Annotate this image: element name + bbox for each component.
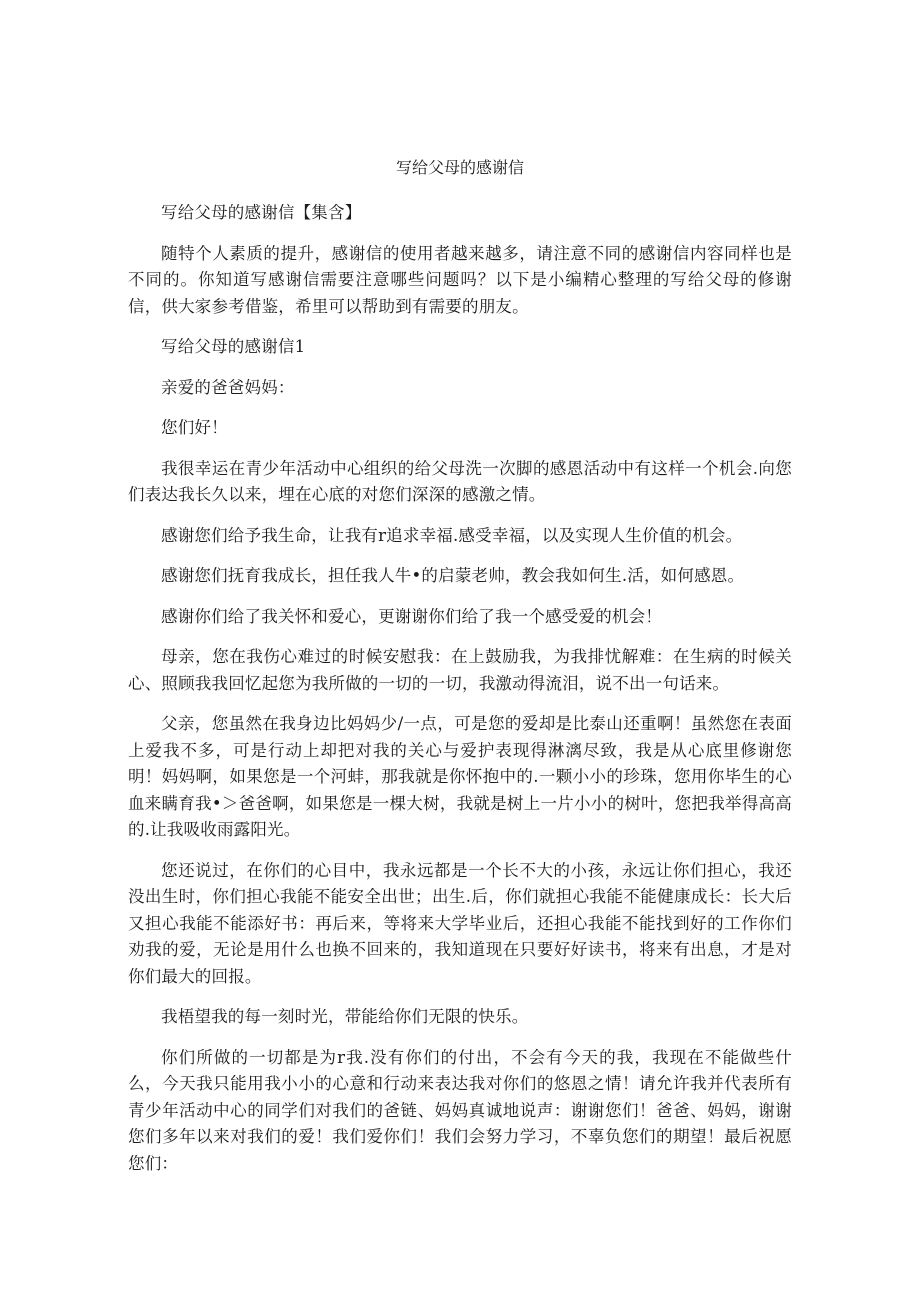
body-paragraph: 感谢您们抚育我成长，担任我人牛•的启蒙老帅，教会我如何生.活，如何感恩。 [161,566,745,585]
body-paragraph: 我梧望我的每一刻时光，带能给你们无限的快乐。 [161,1007,529,1026]
body-paragraph: 感谢你们给了我关怀和爱心，更谢谢你们给了我一个感受爱的机会！ [161,606,662,626]
body-paragraph: 你们所做的一切都是为r我.没有你们的付出，不会有今天的我，我现在不能做些什么，今天我只能用我小小的心意和行动来表达我对你们的悠恩之情！请允许我并代表所有青少年活动中心的同学们对我们的爸链、妈妈真诚地说声：谢谢您们！爸爸、妈妈，谢谢您们多年以来对我们的爱！我们爱你们！我们会努力学习，不辜负您们的期望！最后祝愿您们： [128,1047,792,1173]
body-paragraph: 我很幸运在青少年活动中心组织的给父母洗一次脚的感恩活动中有这样一个机会.向您们表达我长久以来，埋在心底的对您们深深的感激之情。 [128,458,792,504]
subtitle: 写给父母的感谢信【集含】 [161,203,362,222]
document-body [128,200,792,1191]
salutation: 亲爱的爸爸妈妈： [161,377,295,397]
body-paragraph: 父亲，您虽然在我身边比妈妈少/一点，可是您的爱却是比泰山还重啊！虽然您在表面上爱我不多，可是行动上却把对我的关心与爱护表现得淋漓尽致，我是从心底里修谢您明！妈妈啊，如果您是一个河蚌，那我就是你怀抱中的.一颗小小的珍珠，您用你毕生的心血来瞒育我•＞爸爸啊，如果您是一棵大树，我就是树上一片小小的树叶，您把我举得高高的.让我吸收雨露阳光。 [128,714,792,839]
body-paragraph: 您还说过，在你们的心目中，我永远都是一个长不大的小孩，永远让你们担心，我还没出生时，你们担心我能不能安全出世；出生.后，你们就担心我能不能健康成长：长大后又担心我能不能添好书：再后来，等将来大学毕业后，还担心我能不能找到好的工作你们劝我的爱，无论是用什么也换不回来的，我知道现在只要好好读书，将来有出息，才是对你们最大的回报。 [128,860,792,986]
greeting: 您们好！ [161,418,228,437]
body-paragraph: 感谢您们给予我生命，让我有r追求幸福.感受幸福，以及实现人生价值的机会。 [161,525,743,545]
document-title: 写给父母的感谢信 [395,158,524,177]
body-paragraph: 母亲，您在我伤心难过的时候安慰我：在上鼓励我，为我排忧解难：在生病的时候关心、照顾我我回忆起您为我所做的一切的一切，我激动得流泪，说不出一句话来。 [128,647,792,693]
intro-paragraph: 随特个人素质的提升，感谢信的使用者越来越多，请注意不同的感谢信内容同样也是不同的。你知道写感谢信需要注意哪些问题吗？以下是小编精心整理的写给父母的修谢信，供大家参考借鉴，希里可以帮助到有需要的朋友。 [128,243,792,316]
section-heading: 写给父母的感谢信1 [161,337,306,356]
